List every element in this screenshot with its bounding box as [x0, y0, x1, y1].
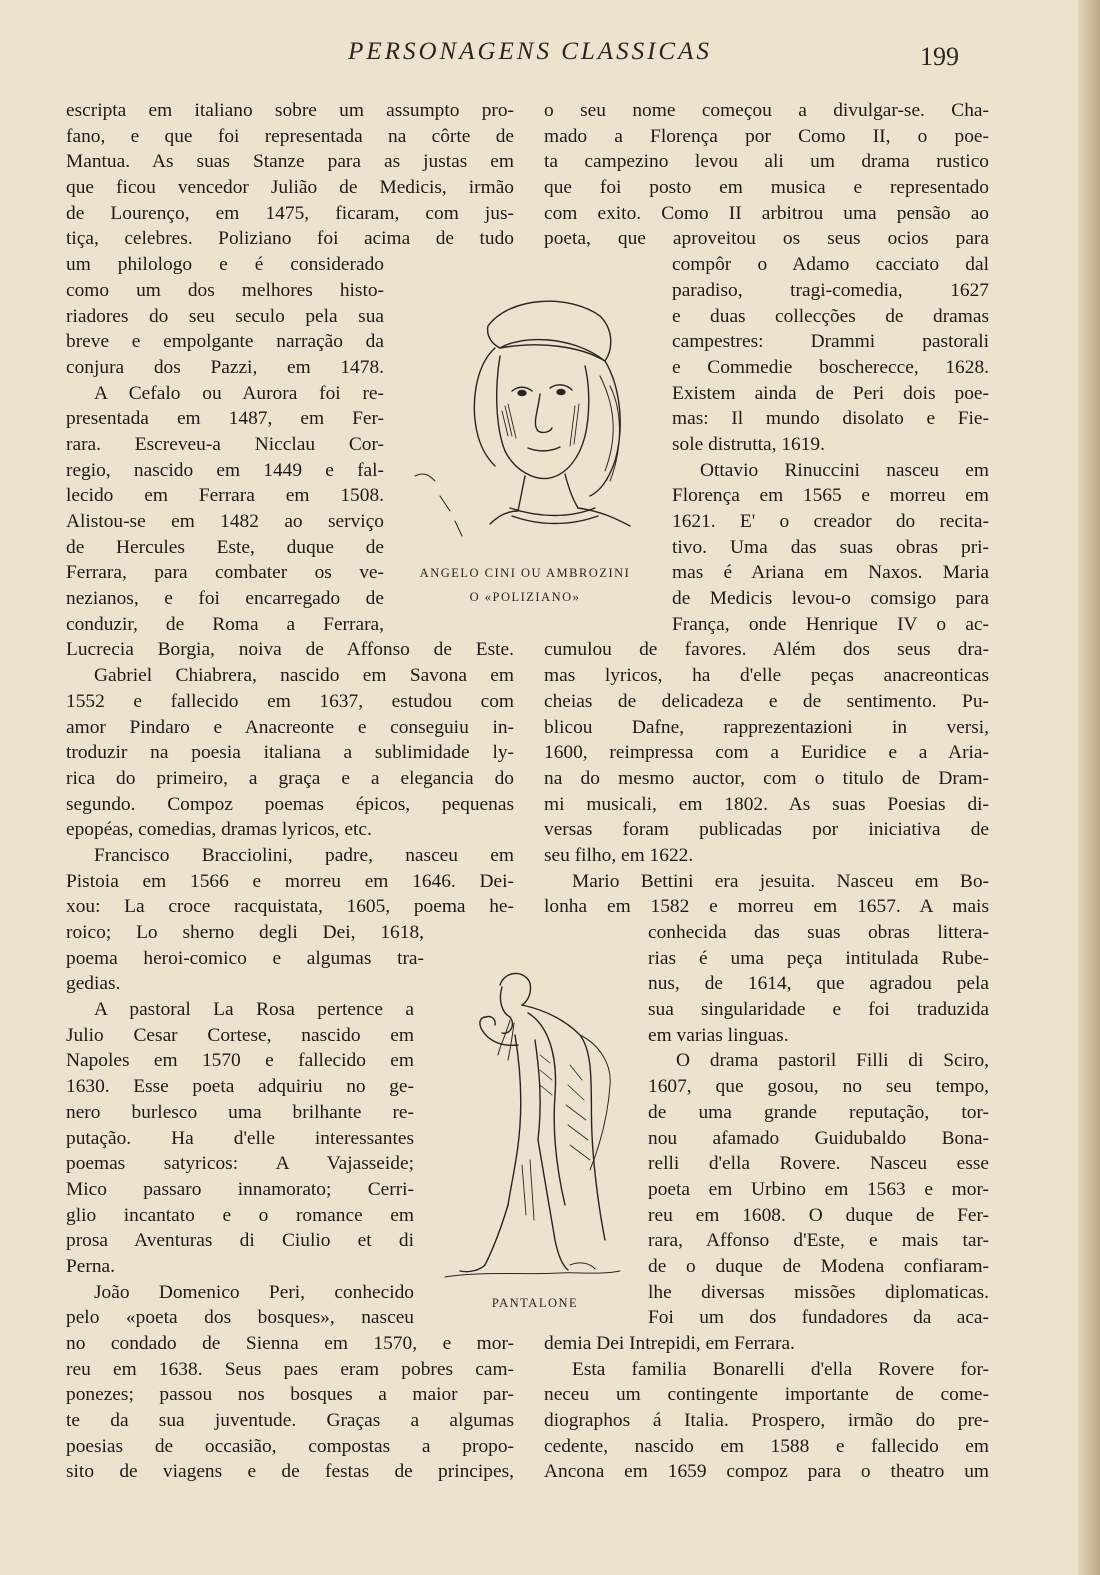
text-line: A pastoral La Rosa pertence a: [94, 999, 414, 1021]
text-line: como um dos melhores histo-: [66, 279, 384, 301]
text-line: Ancona em 1659 compoz para o theatro um: [544, 1461, 989, 1483]
text-line: nou afamado Guidubaldo Bona-: [648, 1127, 989, 1149]
text-line: 1600, reimpressa com a Euridice e a Aria-: [544, 742, 989, 764]
text-line: reu em 1638. Seus paes eram pobres cam-: [66, 1358, 514, 1380]
text-line: mas é Ariana em Naxos. Maria: [672, 562, 989, 584]
text-line: e Commedie boscherecce, 1628.: [672, 356, 989, 378]
running-header: PERSONAGENS CLASSICAS: [348, 38, 712, 65]
text-line: com exito. Como II arbitrou uma pensão ao: [544, 202, 989, 224]
text-line: cheias de delicadeza e de sentimento. Pu-: [544, 690, 989, 712]
text-line: poemas satyricos: A Vajasseide;: [66, 1153, 414, 1175]
text-line: blicou Dafne, rappreƶentaƶioni in versi,: [544, 716, 989, 738]
text-line: epopéas, comedias, dramas lyricos, etc.: [66, 819, 372, 841]
text-line: mas: Il mundo disolato e Fie-: [672, 408, 989, 430]
text-line: tivo. Uma das suas obras pri-: [672, 536, 989, 558]
text-line: segundo. Compoz poemas épicos, pequenas: [66, 793, 514, 815]
text-line: neceu um contingente importante de come-: [544, 1384, 989, 1406]
text-line: paradiso, tragi-comedia, 1627: [672, 279, 989, 301]
text-line: regio, nascido em 1449 e fal-: [66, 459, 384, 481]
text-line: nus, de 1614, que agradou pela: [648, 973, 989, 995]
text-line: relli d'ella Rovere. Nasceu esse: [648, 1153, 989, 1175]
poliziano-portrait-illustration: [400, 286, 650, 556]
text-line: reu em 1608. O duque de Fer-: [648, 1204, 989, 1226]
text-line: demia Dei Intrepidi, em Ferrara.: [544, 1333, 795, 1354]
text-line: seu filho, em 1622.: [544, 844, 694, 866]
text-line: de Medicis levou-o comsigo para: [672, 588, 989, 610]
text-line: de o duque de Modena confiaram-: [648, 1255, 989, 1277]
text-line: 1607, que gosou, no seu tempo,: [648, 1076, 989, 1098]
portrait-caption-line-2: O «POLIZIANO»: [469, 590, 581, 604]
text-line: sole distrutta, 1619.: [672, 433, 825, 455]
text-line: ta campezino levou ali um drama rustico: [544, 151, 989, 173]
text-line: conhecida das suas obras littera-: [648, 922, 989, 943]
text-line: sito de viagens e de festas de principes,: [66, 1461, 514, 1483]
text-line: Mico passaro innamorato; Cerri-: [66, 1178, 414, 1200]
portrait-caption-line-1: ANGELO CINI OU AMBROZINI: [419, 566, 631, 580]
text-line: na do mesmo auctor, com o titulo de Dram-: [544, 767, 989, 789]
text-line: poeta em Urbino em 1563 e mor-: [648, 1178, 989, 1200]
page-edge-shadow: [1078, 0, 1100, 1575]
text-line: gedias.: [66, 973, 121, 995]
text-line: prosa Aventuras di Ciulio et di: [66, 1230, 414, 1252]
text-line: Existem ainda de Peri dois poe-: [672, 382, 989, 404]
text-line: poeta, que aproveitou os seus ocios para: [544, 228, 989, 250]
text-line: glio incantato e o romance em: [66, 1204, 414, 1226]
text-line: lonha em 1582 e morreu em 1657. A mais: [544, 896, 989, 918]
text-line: campestres: Drammi pastorali: [672, 331, 989, 353]
text-line: riadores do seu seculo pela sua: [66, 305, 384, 327]
text-line: sua singularidade e foi traduzida: [648, 999, 989, 1021]
text-line: conduzir, de Roma a Ferrara,: [66, 613, 384, 635]
text-line: Mantua. As suas Stanze para as justas em: [66, 151, 514, 173]
text-line: que foi posto em musica e representado: [544, 177, 989, 199]
text-line: mas lyricos, ha d'elle peças anacreonticas: [544, 665, 989, 687]
text-line: Pistoia em 1566 e morreu em 1646. Dei-: [66, 870, 514, 892]
text-line: roico; Lo sherno degli Dei, 1618,: [66, 922, 424, 943]
text-line: Gabriel Chiabrera, nascido em Savona em: [94, 665, 514, 687]
text-line: de Hercules Este, duque de: [66, 536, 384, 558]
text-line: 1630. Esse poeta adquiriu no ge-: [66, 1076, 414, 1098]
pantalone-illustration: [440, 965, 630, 1285]
text-line: rias é uma peça intitulada Rube-: [648, 947, 989, 969]
text-line: A Cefalo ou Aurora foi re-: [94, 382, 384, 404]
text-line: de uma grande reputação, tor-: [648, 1101, 989, 1123]
text-line: versas foram publicadas por iniciativa de: [544, 819, 989, 841]
text-line: 1552 e fallecido em 1637, estudou com: [66, 690, 514, 712]
text-line: um philologo e é considerado: [66, 254, 384, 276]
text-line: Esta familia Bonarelli d'ella Rovere for-: [572, 1358, 989, 1380]
text-line: diographos á Italia. Prospero, irmão do pre-: [544, 1410, 989, 1432]
text-line: João Domenico Peri, conhecido: [94, 1281, 414, 1303]
text-line: cumulou de favores. Além dos seus dra-: [544, 639, 989, 661]
pantalone-caption: PANTALONE: [491, 1296, 579, 1310]
text-line: mi musicali, em 1802. As suas Poesias di-: [544, 793, 989, 815]
text-line: Florença em 1565 e morreu em: [672, 485, 989, 507]
text-line: Lucrecia Borgia, noiva de Affonso de Este.: [66, 639, 514, 661]
text-line: lecido em Ferrara em 1508.: [66, 485, 384, 507]
text-line: Julio Cesar Cortese, nascido em: [66, 1024, 414, 1046]
text-line: Mario Bettini era jesuita. Nasceu em Bo-: [572, 870, 989, 892]
text-line: breve e empolgante narração da: [66, 331, 384, 353]
text-line: Napoles em 1570 e fallecido em: [66, 1050, 414, 1072]
text-line: no condado de Sienna em 1570, e mor-: [66, 1333, 514, 1354]
text-line: nero burlesco uma brilhante re-: [66, 1101, 414, 1123]
text-line: lhe diversas missões diplomaticas.: [648, 1281, 989, 1303]
text-line: rica do primeiro, a graça e a elegancia do: [66, 767, 514, 789]
text-line: Ottavio Rinuccini nasceu em: [700, 459, 989, 481]
text-line: fano, e que foi representada na côrte de: [66, 125, 514, 147]
text-line: pelo «poeta dos bosques», nasceu: [66, 1307, 414, 1329]
page-number: 199: [920, 42, 959, 71]
text-line: 1621. E' o creador do recita-: [672, 511, 989, 532]
text-line: amor Pindaro e Anacreonte e conseguiu in-: [66, 716, 514, 738]
text-line: de Lourenço, em 1475, ficaram, com jus-: [66, 202, 514, 224]
text-line: Perna.: [66, 1255, 115, 1277]
text-line: Alistou-se em 1482 ao serviço: [66, 511, 384, 532]
text-line: e duas collecções de dramas: [672, 305, 989, 327]
text-line: xou: La croce racquistata, 1605, poema he-: [66, 896, 514, 918]
text-line: mado a Florença por Como II, o poe-: [544, 125, 989, 147]
text-line: em varias linguas.: [648, 1024, 789, 1046]
text-line: que ficou vencedor Julião de Medicis, irmão: [66, 177, 514, 199]
text-line: ponezes; passou nos bosques a maior par-: [66, 1384, 514, 1406]
text-line: França, onde Henrique IV o ac-: [672, 613, 989, 635]
text-line: conjura dos Pazzi, em 1478.: [66, 356, 384, 378]
text-line: presentada em 1487, em Fer-: [66, 408, 384, 430]
text-line: cedente, nascido em 1588 e fallecido em: [544, 1435, 989, 1457]
text-line: poesias de occasião, compostas a propo-: [66, 1435, 514, 1457]
text-line: rara. Escreveu-a Nicclau Cor-: [66, 433, 384, 455]
text-line: poema heroi-comico e algumas tra-: [66, 947, 424, 969]
text-line: putação. Ha d'elle interessantes: [66, 1127, 414, 1149]
text-line: nezianos, e foi encarregado de: [66, 588, 384, 610]
text-line: Francisco Bracciolini, padre, nasceu em: [94, 844, 514, 866]
text-line: troduzir na poesia italiana a sublimidade ly-: [66, 742, 514, 764]
text-line: rara, Affonso d'Este, e mais tar-: [648, 1230, 989, 1252]
text-line: Foi um dos fundadores da aca-: [648, 1307, 989, 1329]
text-line: escripta em italiano sobre um assumpto pro-: [66, 100, 514, 121]
text-line: compôr o Adamo cacciato dal: [672, 254, 989, 276]
text-line: O drama pastoril Filli di Sciro,: [676, 1050, 989, 1072]
text-line: tiça, celebres. Poliziano foi acima de tudo: [66, 228, 514, 250]
text-line: Ferrara, para combater os ve-: [66, 562, 384, 584]
text-line: te da sua juventude. Graças a algumas: [66, 1410, 514, 1432]
text-line: o seu nome começou a divulgar-se. Cha-: [544, 100, 989, 121]
